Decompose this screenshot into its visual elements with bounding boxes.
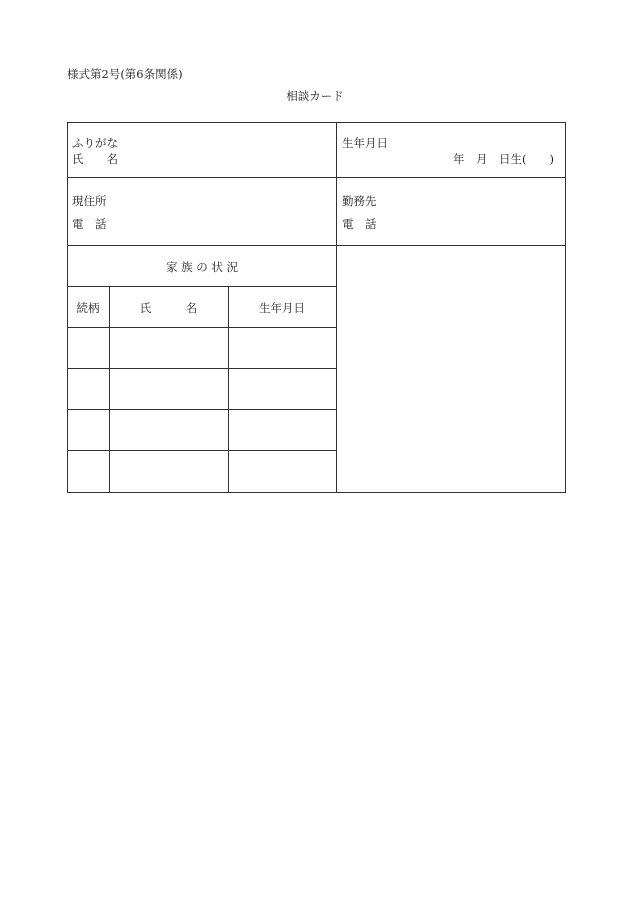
phone-label: 電 話 (72, 217, 107, 231)
name-label: 氏 名 (72, 152, 118, 166)
document-title: 相談カード (286, 89, 344, 103)
work-phone-label: 電 話 (342, 217, 377, 231)
family-name-column-header: 氏 名 (139, 301, 198, 315)
family-status-title: 家 族 の 状 況 (165, 260, 239, 274)
relationship-column-header: 続柄 (76, 301, 100, 315)
form-number-label: 様式第2号(第6条関係) (67, 67, 183, 81)
furigana-label: ふりがな (72, 136, 118, 150)
birthdate-format: 年 月 日生( ) (453, 152, 554, 166)
birthdate-label: 生年月日 (342, 136, 388, 150)
workplace-label: 勤務先 (342, 194, 377, 208)
family-birthdate-column-header: 生年月日 (259, 301, 305, 315)
address-label: 現住所 (72, 194, 107, 208)
